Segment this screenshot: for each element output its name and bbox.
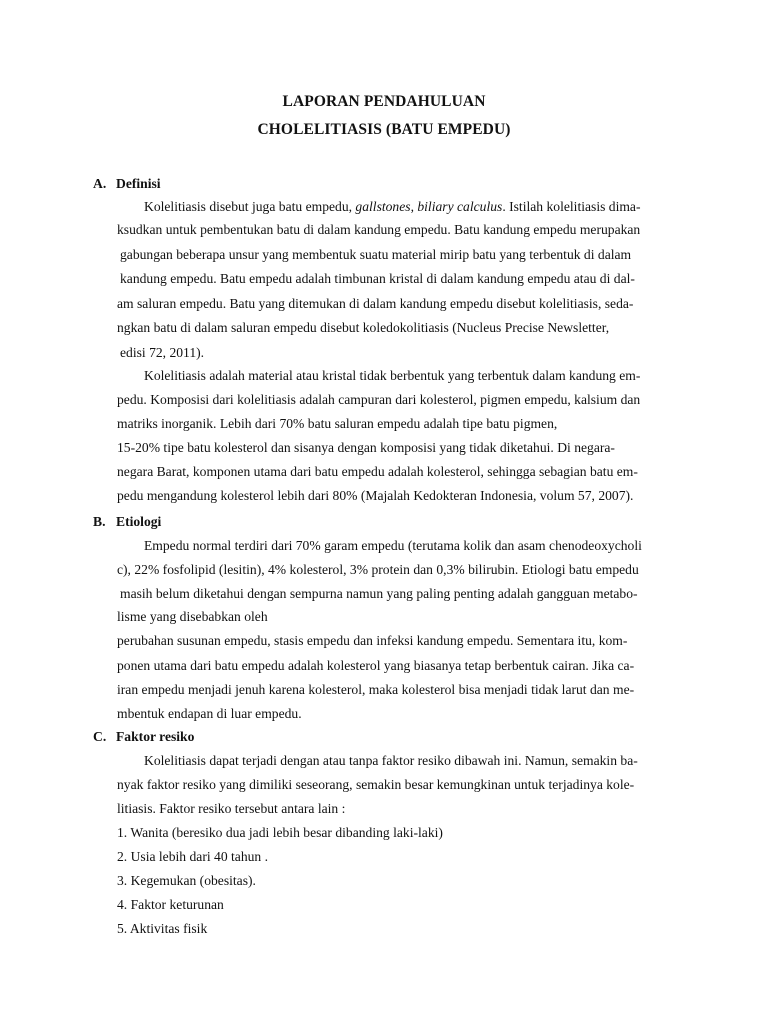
paragraph-line: ngkan batu di dalam saluran empedu disebut koledokolitiasis (Nucleus Precise Newsletter, (117, 320, 610, 335)
paragraph-line: nyak faktor resiko yang dimiliki seseorang, semakin besar kemungkinan untuk terjadinya kole- (117, 777, 635, 792)
list-item: 4. Faktor keturunan (117, 897, 224, 912)
paragraph-line: 15-20% tipe batu kolesterol dan sisanya dengan komposisi yang tidak diketahui. Di negara- (117, 440, 615, 455)
section-c-heading (93, 728, 194, 746)
paragraph-line: edisi 72, 2011). (120, 345, 205, 360)
section-a-heading (93, 175, 161, 193)
paragraph-line: masih belum diketahui dengan sempurna namun yang paling penting adalah gangguan metabo- (120, 586, 638, 601)
paragraph-line: Kolelitiasis dapat terjadi dengan atau tanpa faktor resiko dibawah ini. Namun, semakin ba- (144, 753, 638, 768)
paragraph-line: Empedu normal terdiri dari 70% garam empedu (terutama kolik dan asam chenodeoxycholi (144, 538, 642, 553)
paragraph-line: Kolelitiasis adalah material atau kristal tidak berbentuk yang terbentuk dalam kandung em- (144, 368, 641, 383)
section-b-title: Etiologi (116, 514, 162, 529)
section-a-letter: A. (93, 176, 107, 191)
paragraph-line: pedu mengandung kolesterol lebih dari 80% (Majalah Kedokteran Indonesia, volum 57, 2007). (117, 488, 634, 503)
paragraph-line: lisme yang disebabkan oleh (117, 609, 268, 624)
paragraph-line (144, 198, 641, 216)
paragraph-line: pedu. Komposisi dari kolelitiasis adalah campuran dari kolesterol, pigmen empedu, kalsium dan (117, 392, 641, 407)
paragraph-line: ksudkan untuk pembentukan batu di dalam kandung empedu. Batu kandung empedu merupakan (117, 222, 641, 237)
paragraph-line: ponen utama dari batu empedu adalah kolesterol yang biasanya tetap berbentuk cairan. Jika ca- (117, 658, 635, 673)
paragraph-line: mbentuk endapan di luar empedu. (117, 706, 302, 721)
paragraph-line: iran empedu menjadi jenuh karena kolesterol, maka kolesterol bisa menjadi tidak larut dan me- (117, 682, 635, 697)
document-title-line-2: CHOLELITIASIS (BATU EMPEDU) (257, 121, 511, 138)
paragraph-line: am saluran empedu. Batu yang ditemukan di dalam kandung empedu disebut kolelitiasis, seda- (117, 296, 634, 311)
text-run: Kolelitiasis disebut juga batu empedu, (144, 199, 356, 214)
section-b-heading (93, 513, 161, 531)
text-run: . Istilah kolelitiasis dima- (502, 199, 641, 214)
paragraph-line: litiasis. Faktor resiko tersebut antara lain : (117, 801, 346, 816)
paragraph-line: kandung empedu. Batu empedu adalah timbunan kristal di dalam kandung empedu atau di dal- (120, 271, 635, 286)
paragraph-line: c), 22% fosfolipid (lesitin), 4% kolesterol, 3% protein dan 0,3% bilirubin. Etiologi batu empedu (117, 562, 639, 577)
paragraph-line: matriks inorganik. Lebih dari 70% batu saluran empedu adalah tipe batu pigmen, (117, 416, 558, 431)
italic-term: gallstones (355, 199, 411, 214)
section-b-letter: B. (93, 514, 106, 529)
italic-term: biliary calculus (417, 199, 503, 214)
list-item: 1. Wanita (beresiko dua jadi lebih besar dibanding laki-laki) (117, 825, 443, 840)
list-item: 5. Aktivitas fisik (117, 921, 208, 936)
paragraph-line: perubahan susunan empedu, stasis empedu dan infeksi kandung empedu. Sementara itu, kom- (117, 633, 628, 648)
document-title-line-1: LAPORAN PENDAHULUAN (282, 93, 486, 110)
list-item: 3. Kegemukan (obesitas). (117, 873, 256, 888)
section-c-letter: C. (93, 729, 107, 744)
section-a-title: Definisi (116, 176, 161, 191)
list-item: 2. Usia lebih dari 40 tahun . (117, 849, 269, 864)
text-run: , (410, 199, 418, 214)
paragraph-line: gabungan beberapa unsur yang membentuk suatu material mirip batu yang terbentuk di dalam (120, 247, 632, 262)
section-c-title: Faktor resiko (116, 729, 195, 744)
paragraph-line: negara Barat, komponen utama dari batu empedu adalah kolesterol, sehingga sebagian batu em- (117, 464, 638, 479)
